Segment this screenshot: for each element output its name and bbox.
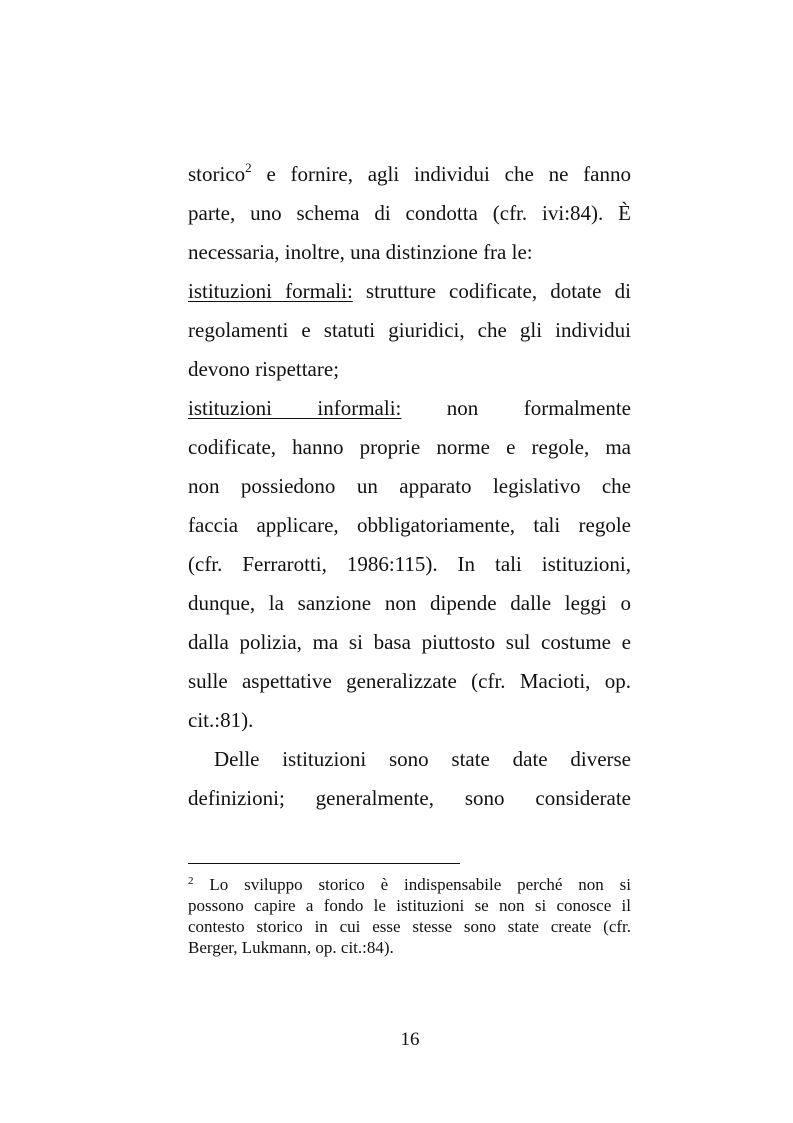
footnote-divider [188, 863, 460, 864]
footnote-reference[interactable]: 2 [245, 160, 252, 175]
body-line: regolamenti e statuti giuridici, che gli individui [188, 318, 631, 342]
footnote-line: $^2$ Lo sviluppo storico è indispensabile perché non si [188, 875, 631, 894]
body-line: istituzioni informali: non formalmente [188, 396, 631, 420]
body-line: dunque, la sanzione non dipende dalle leggi o [188, 591, 631, 615]
body-line: istituzioni formali: strutture codificate, dotate di [188, 279, 631, 303]
footnote-line: contesto storico in cui esse stesse sono state create (cfr. [188, 917, 631, 936]
body-line: non possiedono un apparato legislativo che [188, 474, 631, 498]
body-line: definizioni; generalmente, sono considerate [188, 786, 631, 810]
body-line: cit.:81). [188, 708, 254, 732]
body-line: dalla polizia, ma si basa piuttosto sul costume e [188, 630, 631, 654]
footnote-line: Berger, Lukmann, op. cit.:84). [188, 938, 394, 957]
body-line: storico$^2$ e fornire, agli individui che ne fanno [188, 160, 631, 186]
body-line: (cfr. Ferrarotti, 1986:115). In tali istituzioni, [188, 552, 631, 576]
page-number: 16 [400, 1029, 420, 1050]
term-informal-institutions: istituzioni informali: [188, 396, 402, 420]
footnote [188, 874, 631, 958]
term-formal-institutions: istituzioni formali: [188, 279, 353, 303]
body-line: faccia applicare, obbligatoriamente, tali regole [188, 513, 631, 537]
body-line: necessaria, inoltre, una distinzione fra le: [188, 240, 533, 264]
body-line: parte, uno schema di condotta (cfr. ivi:84). È [188, 201, 631, 225]
body-line: Delle istituzioni sono state date diverse [214, 747, 631, 771]
body-line: devono rispettare; [188, 357, 340, 381]
body-line: sulle aspettative generalizzate (cfr. Macioti, op. [188, 669, 631, 693]
body-line: codificate, hanno proprie norme e regole, ma [188, 435, 631, 459]
body-text [188, 155, 631, 818]
footnote-line: possono capire a fondo le istituzioni se non si conosce il [188, 896, 631, 915]
footnote-marker: 2 [188, 875, 194, 887]
